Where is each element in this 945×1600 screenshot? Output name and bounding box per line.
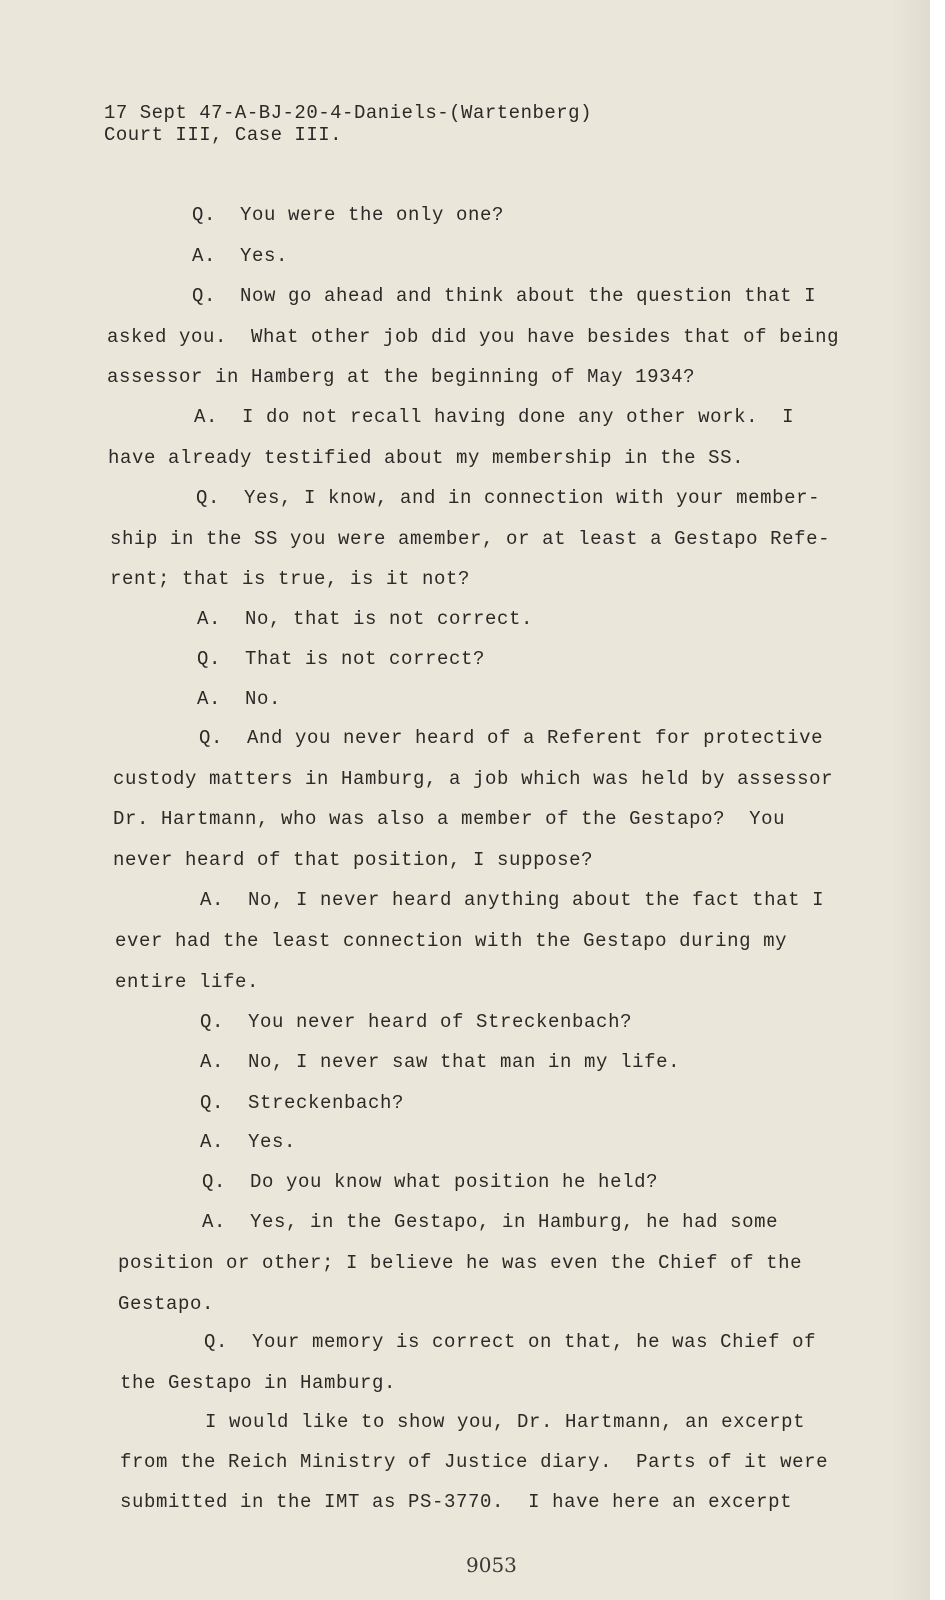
- transcript-line: Dr. Hartmann, who was also a member of the Gestapo? You: [113, 808, 786, 830]
- transcript-line: A. Yes.: [200, 1131, 297, 1153]
- transcript-line: submitted in the IMT as PS-3770. I have here an excerpt: [120, 1491, 793, 1513]
- transcript-line: rent; that is true, is it not?: [110, 568, 471, 590]
- transcript-line: Q. Yes, I know, and in connection with your member-: [196, 487, 821, 509]
- transcript-line: Q. Streckenbach?: [200, 1092, 405, 1114]
- transcript-line: ever had the least connection with the Gestapo during my: [115, 930, 788, 952]
- transcript-line: ship in the SS you were amember, or at least a Gestapo Refe-: [110, 528, 831, 550]
- transcript-line: A. No.: [197, 688, 282, 710]
- transcript-line: Q. Do you know what position he held?: [202, 1171, 659, 1193]
- transcript-line: A. No, that is not correct.: [197, 608, 534, 630]
- transcript-line: assessor in Hamberg at the beginning of May 1934?: [107, 366, 696, 388]
- transcript-line: A. I do not recall having done any other work. I: [194, 406, 795, 428]
- page-number: 9053: [466, 1553, 517, 1577]
- transcript-line: Q. You were the only one?: [192, 204, 505, 226]
- document-header: [104, 102, 592, 146]
- header-case-reference: 17 Sept 47-A-BJ-20-4-Daniels-(Wartenberg): [104, 102, 592, 124]
- transcript-line: the Gestapo in Hamburg.: [120, 1372, 397, 1394]
- page-edge-shadow: [890, 0, 930, 1600]
- transcript-line: A. No, I never saw that man in my life.: [200, 1051, 681, 1073]
- transcript-line: Q. You never heard of Streckenbach?: [200, 1011, 633, 1033]
- transcript-line: Gestapo.: [118, 1293, 215, 1315]
- transcript-line: Q. And you never heard of a Referent for protective: [199, 727, 824, 749]
- transcript-line: I would like to show you, Dr. Hartmann, an excerpt: [205, 1411, 806, 1433]
- transcript-line: from the Reich Ministry of Justice diary. Parts of it were: [120, 1451, 829, 1473]
- transcript-line: have already testified about my membership in the SS.: [108, 447, 745, 469]
- transcript-line: Q. Your memory is correct on that, he was Chief of: [204, 1331, 817, 1353]
- transcript-line: position or other; I believe he was even the Chief of the: [118, 1252, 803, 1274]
- transcript-line: A. No, I never heard anything about the fact that I: [200, 889, 825, 911]
- header-court: Court III, Case III.: [104, 124, 343, 146]
- transcript-line: Q. Now go ahead and think about the question that I: [192, 285, 817, 307]
- transcript-line: A. Yes, in the Gestapo, in Hamburg, he had some: [202, 1211, 779, 1233]
- transcript-line: Q. That is not correct?: [197, 648, 486, 670]
- transcript-line: entire life.: [115, 971, 260, 993]
- transcript-line: never heard of that position, I suppose?: [113, 849, 594, 871]
- transcript-line: custody matters in Hamburg, a job which was held by assessor: [113, 768, 834, 790]
- transcript-line: asked you. What other job did you have besides that of being: [107, 326, 840, 348]
- transcript-line: A. Yes.: [192, 245, 289, 267]
